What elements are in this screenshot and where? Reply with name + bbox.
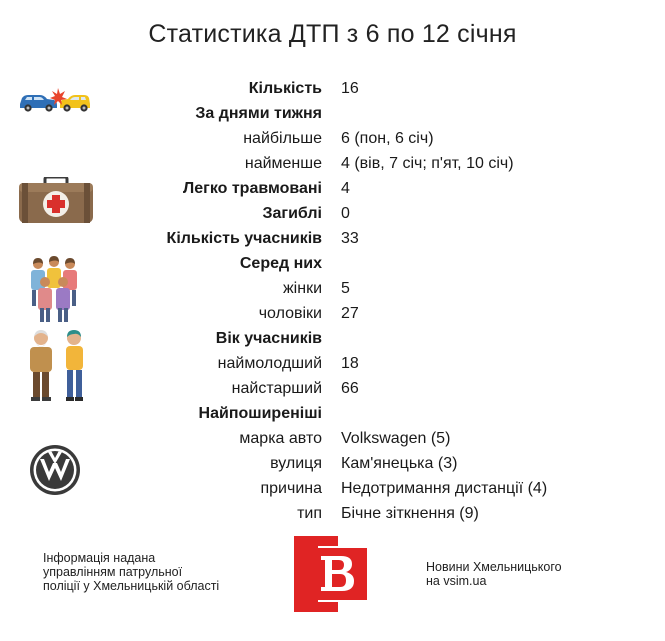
table-row (0, 276, 665, 301)
table-row (0, 151, 665, 176)
row-value: Бічне зіткнення (9) (341, 505, 479, 522)
row-label: Найпоширеніші (198, 405, 322, 422)
row-label: наймолодший (217, 355, 322, 372)
publisher-credit (426, 560, 562, 588)
row-label: Серед них (239, 255, 322, 272)
vsim-logo-icon (294, 536, 369, 612)
table-row (0, 126, 665, 151)
row-value: Недотримання дистанції (4) (341, 480, 548, 497)
row-label: Загиблі (262, 205, 322, 222)
row-label: причина (260, 480, 322, 497)
row-value: 33 (341, 230, 359, 247)
row-value: Кам'янецька (3) (341, 455, 458, 472)
people-group-icon (28, 256, 80, 322)
row-value: 6 (пон, 6 січ) (341, 130, 434, 147)
table-row (0, 501, 665, 526)
car-crash-icon (18, 86, 92, 114)
publisher-credit-line: на vsim.ua (426, 574, 487, 588)
row-label: Вік учасників (215, 330, 322, 347)
row-label: Кількість (248, 80, 322, 97)
table-row (0, 101, 665, 126)
table-row (0, 451, 665, 476)
source-credit-line: управлінням патрульної (43, 565, 183, 579)
row-value: 5 (341, 280, 350, 297)
table-row (0, 401, 665, 426)
row-label: найстарший (231, 380, 322, 397)
row-value: 4 (341, 180, 350, 197)
row-value: 18 (341, 355, 359, 372)
row-label: Легко травмовані (183, 180, 322, 197)
table-row (0, 176, 665, 201)
volkswagen-logo-icon (29, 444, 81, 496)
row-value: 66 (341, 380, 359, 397)
row-label: вулиця (270, 455, 322, 472)
first-aid-kit-icon (19, 177, 93, 223)
row-label: найменше (244, 155, 322, 172)
row-label: найбільше (243, 130, 322, 147)
table-row (0, 326, 665, 351)
row-value: 0 (341, 205, 350, 222)
row-value: 16 (341, 80, 359, 97)
row-label: тип (297, 505, 322, 522)
row-label: чоловіки (258, 305, 322, 322)
row-label: марка авто (239, 430, 322, 447)
table-row (0, 376, 665, 401)
row-value: 4 (вів, 7 січ; п'ят, 10 січ) (341, 155, 514, 172)
table-row (0, 476, 665, 501)
table-row (0, 301, 665, 326)
table-row (0, 76, 665, 101)
table-row (0, 351, 665, 376)
men-age-icon (26, 330, 88, 402)
row-label: жінки (282, 280, 322, 297)
row-label: Кількість учасників (166, 230, 322, 247)
page-title: Статистика ДТП з 6 по 12 січня (148, 20, 517, 48)
source-credit-line: поліції у Хмельницькій області (43, 579, 220, 593)
source-credit-line: Інформація надана (43, 551, 156, 565)
row-value: 27 (341, 305, 359, 322)
source-credit (43, 551, 219, 593)
table-row (0, 251, 665, 276)
row-label: За днями тижня (195, 105, 322, 122)
table-row (0, 226, 665, 251)
publisher-credit-line: Новини Хмельницького (426, 560, 562, 574)
table-row (0, 426, 665, 451)
row-value: Volkswagen (5) (341, 430, 451, 447)
table-row (0, 201, 665, 226)
